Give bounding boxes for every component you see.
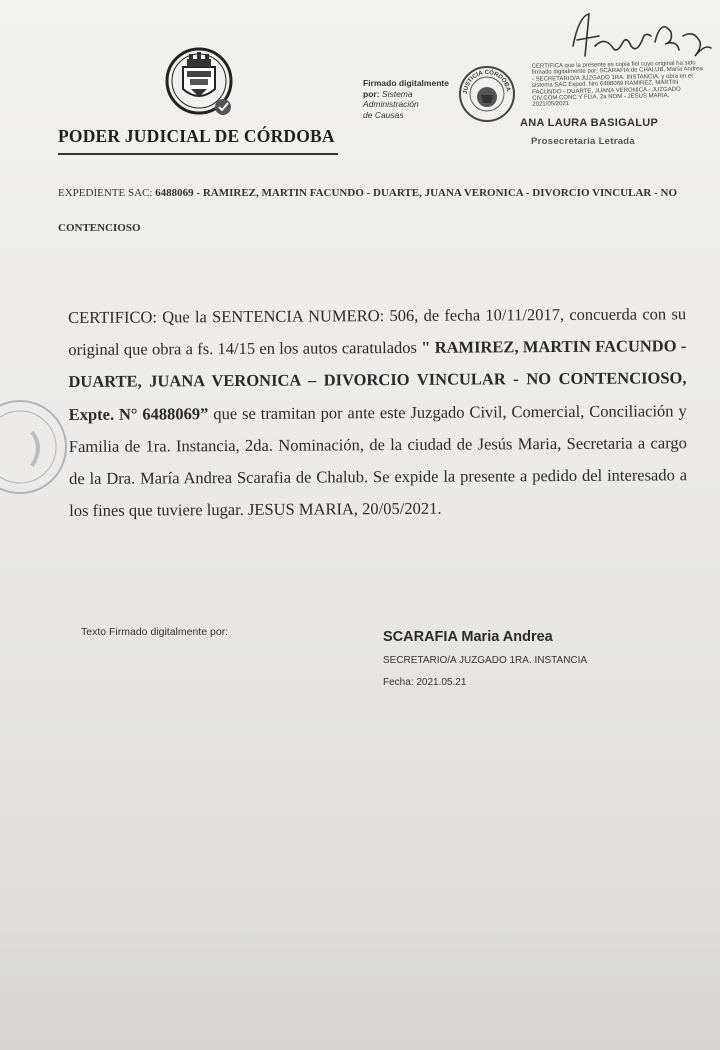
body-case-caption: " RAMIREZ, MARTIN FACUNDO - DUARTE, JUANA VERONICA – DIVORCIO VINCULAR - NO CONTENCIOSO, Expte. N° 6488069” [68, 336, 687, 424]
certification-text: CERTIFICA que la presente es copia fiel cuyo original ha sido firmado digitalmente por: SCARAFIA de CHALUB, María Andrea - SECRETARIO/A JUZGADO 1RA. INSTANCIA, y obra en el sistema SAC Exped. Nro 6488069 RAMIREZ, MARTIN FACUNDO - DUARTE, JUANA VERONICA - JUZGADO CIV.COM.CONC.Y FLIA. 2a NOM - JESUS MARIA, 2021/05/2021 [531, 60, 703, 109]
firmado-line3: Administración [363, 99, 419, 109]
signature-label: Texto Firmado digitalmente por: [81, 626, 229, 638]
signer-name: SCARAFIA Maria Andrea [383, 629, 553, 645]
svg-text:JUSTICIA CÓRDOBA: JUSTICIA CÓRDOBA [462, 69, 511, 95]
body-text-start: CERTIFICO: Que la SENTENCIA NUMERO: 506, de fecha 10/11/2017, concuerda con su original que obra a fs. 14/15 en los autos caratulados [68, 304, 687, 360]
firmado-por: por: Sistema [363, 88, 413, 99]
court-seal-logo [163, 45, 237, 125]
org-title-underline [58, 153, 338, 155]
firmado-line4: de Causas [363, 109, 404, 120]
expediente-label: EXPEDIENTE SAC: [58, 187, 153, 199]
org-title: PODER JUDICIAL DE CÓRDOBA [58, 126, 335, 146]
firmado-line1: Firmado digitalmente [363, 78, 449, 88]
expediente-title: 6488069 - RAMIREZ, MARTIN FACUNDO - DUARTE, JUANA VERONICA - DIVORCIO VINCULAR - NO CONTENCIOSO [58, 187, 677, 234]
body-text-end: que se tramitan por ante este Juzgado Civil, Comercial, Conciliación y Familia de 1ra. Instancia, 2da. Nominación, de la ciudad de Jesús Maria, Secretaria a cargo de la Dra. María Andrea Scarafia de Chalub. Se expide la presente a pedido del interesado a los fines que tuviere lugar. JESUS MARIA, 20/05/2021. [68, 400, 688, 521]
handwritten-signature [565, 6, 715, 66]
certifier-role: Prosecretaria Letrada [531, 136, 635, 147]
digital-signature-note [363, 78, 458, 120]
signature-date: Fecha: 2021.05.21 [383, 677, 467, 688]
signer-role: SECRETARIO/A JUZGADO 1RA. INSTANCIA [383, 655, 588, 666]
expediente-line [58, 176, 694, 246]
justicia-cordoba-stamp [458, 65, 516, 123]
certifier-name: ANA LAURA BASIGALUP [520, 117, 659, 129]
certification-body [68, 298, 687, 527]
faint-seal-stamp [0, 392, 70, 502]
